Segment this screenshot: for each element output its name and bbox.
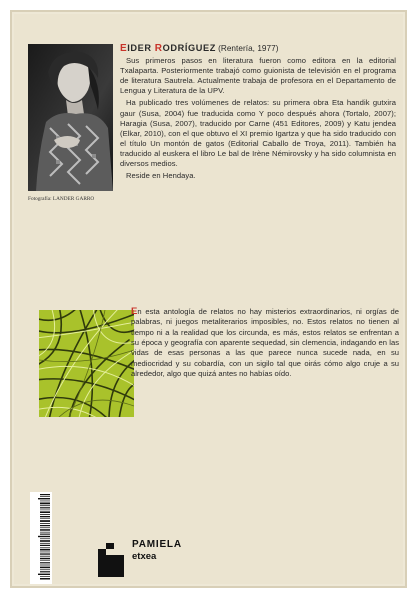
book-synopsis: [131, 307, 399, 379]
photo-credit: Fotografía: LANDER GARRO: [28, 196, 95, 202]
bio-paragraph-1: Sus primeros pasos en literatura fueron como editora en la editorial Txalaparta. Posteriormente trabajó como guionista de televisión en el programa de literatura Sautrela. Actualmente trabaja de profesora en el Departamento de Lengua y Literatura de la UPV.: [120, 56, 396, 96]
barcode-image: [30, 492, 52, 584]
author-photo-image: [28, 44, 113, 191]
author-heading: [120, 43, 396, 54]
author-name-initial: E: [120, 43, 128, 54]
book-back-cover: [14, 14, 403, 584]
synopsis-text: n esta antología de relatos no hay misterios extraordinarios, ni orgías de palabras, ni juegos metaliterarios imposibles, no. Estos relatos no tienen al tiempo ni a la realidad que los circunda, es más, estos relatos se enfrentan a su época y geografía con aparente sequedad, sin clemencia, indagando en las vidas de esas personas a las que parece nunca sucede nada, en su mediocridad y su cobardía, con un sigilo tal que oirás cómo algo cruje a su alrededor, algo que quizá antes no habías oído.: [131, 307, 399, 379]
grass-illustration: [39, 310, 134, 417]
author-first-name-rest: IDER: [127, 43, 152, 53]
isbn-barcode: [30, 492, 52, 584]
author-bio: [120, 43, 396, 183]
author-surname-initial: R: [154, 43, 163, 54]
publisher-name: PAMIELA: [132, 539, 182, 550]
publisher-imprint: etxea: [132, 551, 157, 562]
author-surname-rest: ODRÍGUEZ: [162, 43, 216, 53]
bio-closing: Reside en Hendaya.: [126, 171, 196, 181]
synopsis-first-letter: E: [131, 306, 138, 317]
author-photo: [28, 44, 113, 191]
bio-paragraph-2: Ha publicado tres volúmenes de relatos: su primera obra Eta handik gutxira gaur (Susa, 2004) fue traducida como Y poco después ahora (Tortalo, 2007); Haragia (Susa, 2007), traducido por Carne (451 Editores, 2009) y Katu jendea (Elkar, 2010), con el que obtuvo el XI premio Igartza y que ha sido traducido con el título Un montón de gatos (Editorial Caballo de Troya, 2011). También ha traducido al euskera el libro Le bal de Irène Némirovsky y ha sido columnista en diversos medios.: [120, 98, 396, 169]
cover-illustration: [39, 310, 134, 417]
author-birth-info: (Rentería, 1977): [218, 44, 279, 53]
publisher-logo-mark: [96, 539, 130, 579]
author-name: [120, 43, 216, 53]
